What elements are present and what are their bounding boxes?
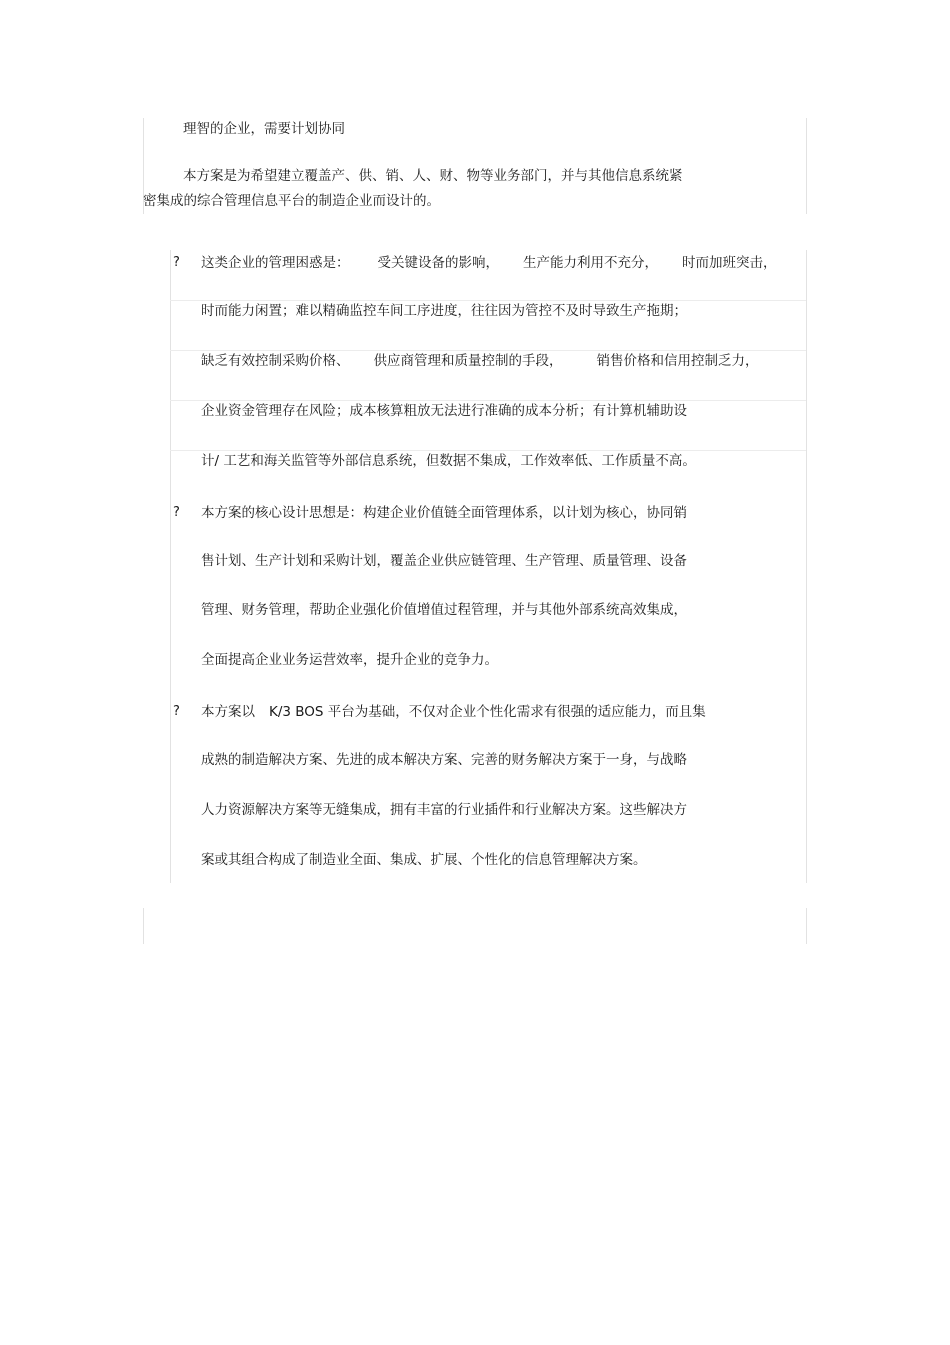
bullet1-line-4: 企业资金管理存在风险；成本核算粗放无法进行准确的成本分析；有计算机辅助设 [201,403,687,419]
bullet3-line-3: 人力资源解决方案等无缝集成，拥有丰富的行业插件和行业解决方案。这些解决方 [201,802,687,818]
bullet1-line-5: 计/ 工艺和海关监管等外部信息系统，但数据不集成，工作效率低、工作质量不高。 [201,453,696,469]
intro-line-2: 密集成的综合管理信息平台的制造企业而设计的。 [143,193,440,209]
bullet3-line-1-part-1: 本方案以 [201,704,255,720]
bullet1-line-1 [201,254,777,272]
bullet2-line-3: 管理、财务管理，帮助企业强化价值增值过程管理，并与其他外部系统高效集成， [201,602,687,618]
frame-hline-2 [170,350,806,351]
frame-line-right-top [806,118,807,214]
bullet-marker-1: ? [173,255,180,270]
frame-line-left-bottom [143,908,144,944]
bullet3-line-2: 成熟的制造解决方案、先进的成本解决方案、完善的财务解决方案于一身，与战略 [201,752,687,768]
bullet2-line-1: 本方案的核心设计思想是：构建企业价值链全面管理体系，以计划为核心，协同销 [201,505,687,521]
bullet1-line-1-part-4: 时而加班突击， [682,255,777,271]
bullet1-line-3 [201,352,759,370]
section-heading: 理智的企业，需要计划协同 [183,121,345,137]
bullet2-line-2: 售计划、生产计划和采购计划，覆盖企业供应链管理、生产管理、质量管理、设备 [201,553,687,569]
frame-hline-1 [170,300,806,301]
bullet1-line-3-part-3: 销售价格和信用控制乏力， [596,353,759,369]
bullet3-line-1-part-2: K/3 BOS 平台为基础，不仅对企业个性化需求有很强的适应能力，而且集 [269,704,706,720]
bullet3-line-1 [201,703,706,721]
bullet1-line-2: 时而能力闲置；难以精确监控车间工序进度，往往因为管控不及时导致生产拖期； [201,303,687,319]
frame-hline-4 [170,450,806,451]
bullet2-line-4: 全面提高企业业务运营效率，提升企业的竞争力。 [201,652,498,668]
frame-hline-3 [170,400,806,401]
frame-line-right-bottom [806,908,807,944]
intro-line-1: 本方案是为希望建立覆盖产、供、销、人、财、物等业务部门，并与其他信息系统紧 [183,168,683,184]
bullet-marker-3: ? [173,704,180,719]
bullet3-line-4: 案或其组合构成了制造业全面、集成、扩展、个性化的信息管理解决方案。 [201,852,647,868]
bullet1-line-3-part-1: 缺乏有效控制采购价格、 [201,353,350,369]
bullet1-line-1-part-1: 这类企业的管理困惑是： [201,255,350,271]
bullet1-line-1-part-3: 生产能力利用不充分， [523,255,658,271]
frame-line-right-mid [806,250,807,883]
frame-line-left-mid [170,250,171,883]
bullet-marker-2: ? [173,505,180,520]
bullet1-line-3-part-2: 供应商管理和质量控制的手段， [373,353,563,369]
bullet1-line-1-part-2: 受关键设备的影响， [377,255,499,271]
